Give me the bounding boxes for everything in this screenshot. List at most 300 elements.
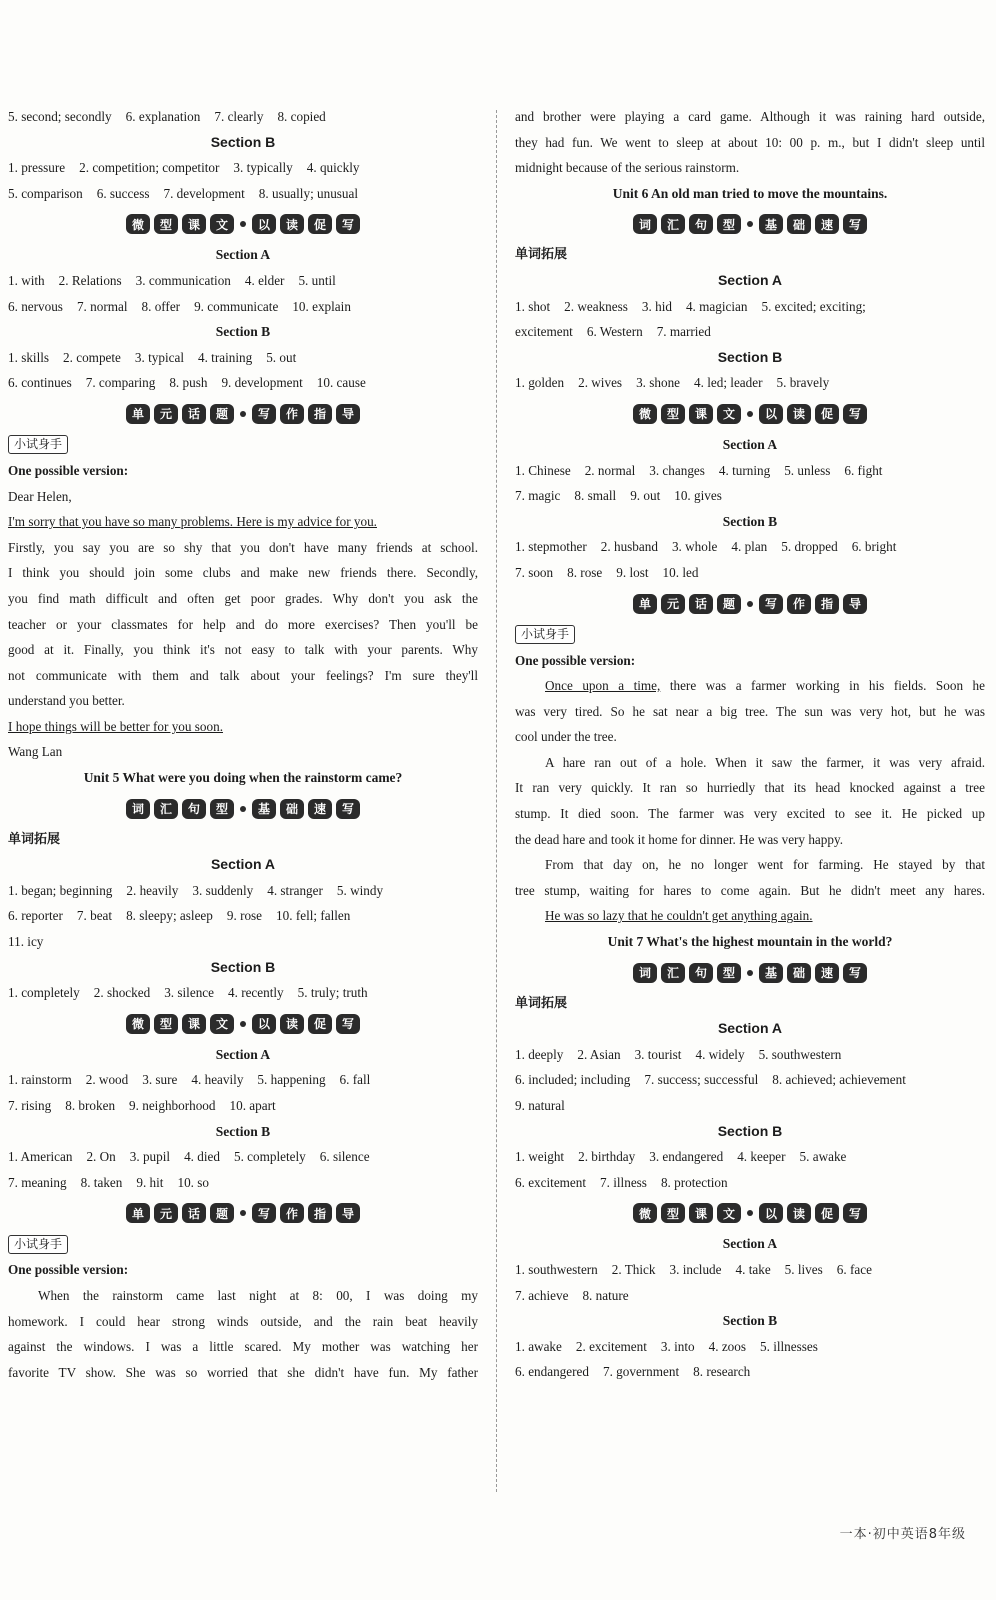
answer-item: 5. illnesses [760, 1338, 818, 1354]
banner-char: 促 [308, 214, 332, 234]
answer-item: 3. include [669, 1261, 722, 1277]
essay-line: He was so lazy that he couldn't get anything again. [545, 908, 813, 924]
banner-char: 作 [787, 594, 811, 614]
answer-item: 1. pressure [8, 160, 66, 176]
answer-item: 3. sure [142, 1072, 178, 1088]
banner-unit-writing [515, 586, 985, 622]
banner-dot [240, 1210, 246, 1216]
answer-row [8, 878, 478, 904]
banner-dot [747, 1210, 753, 1216]
letter-line: teacher or your classmates for help and do more exercises? Then you'll be [8, 616, 478, 632]
answer-item: 8. achieved; achievement [772, 1072, 906, 1088]
answer-item: 8. research [693, 1364, 751, 1380]
answer-item: 11. icy [8, 934, 44, 950]
answer-item: 8. taken [80, 1174, 123, 1190]
answer-item: 5. second; secondly [8, 109, 112, 124]
answer-item: 2. birthday [578, 1149, 636, 1165]
letter-line: Firstly, you say you are so shy that you don't have many friends at school. [8, 539, 478, 555]
answer-item: 6. endangered [515, 1364, 589, 1380]
answer-item: 5. bravely [776, 375, 830, 391]
section-title: Section A [717, 271, 783, 288]
banner-char: 础 [787, 963, 811, 983]
banner-micro-text [515, 1195, 985, 1231]
banner-dot [747, 970, 753, 976]
answer-row [515, 1144, 985, 1170]
answer-row [515, 534, 985, 560]
banner-char: 微 [126, 214, 150, 234]
answer-item: 5. dropped [781, 539, 838, 555]
essay-line: stump. It died soon. The farmer was very excited to see it. He picked up [515, 806, 985, 822]
banner-char: 础 [280, 799, 304, 819]
answer-item: 2. normal [584, 462, 636, 478]
vocab-label: 单词拓展 [8, 831, 61, 847]
essay-line: When the rainstorm came last night at 8: 00, I was doing my [38, 1287, 478, 1303]
answer-item: 6. Western [586, 324, 643, 340]
banner-vocab [515, 206, 985, 242]
answer-item: 5. comparison [8, 185, 83, 201]
answer-item: 6. explanation [125, 109, 201, 124]
answer-item: 2. Asian [577, 1046, 621, 1062]
answer-item: 8. protection [660, 1174, 728, 1190]
answer-row [515, 1067, 985, 1093]
letter-body [8, 484, 478, 766]
vocab-label: 单词拓展 [515, 995, 568, 1011]
banner-char: 型 [717, 963, 741, 983]
banner-char: 础 [787, 214, 811, 234]
banner-char: 读 [787, 404, 811, 424]
banner-char: 写 [336, 214, 360, 234]
section-title: Section B [215, 1123, 271, 1139]
answer-item: 4. training [197, 349, 253, 365]
letter-line: you find math difficult and often get poor grades. Why don't you ask the [8, 590, 478, 606]
banner-char: 文 [210, 1014, 234, 1034]
answer-item: 5. excited; exciting; [761, 298, 866, 314]
letter-line: Wang Lan [8, 744, 63, 760]
banner-char: 元 [154, 404, 178, 424]
answer-item: 5. until [298, 272, 336, 288]
section-title: Section B [722, 513, 778, 529]
banner-char: 写 [843, 404, 867, 424]
vocab-label: 单词拓展 [515, 247, 568, 263]
banner-char: 汇 [661, 963, 685, 983]
left-column [8, 104, 478, 1385]
answer-item: 3. suddenly [192, 882, 254, 898]
answer-row [8, 1144, 478, 1170]
answer-item: 5. windy [336, 882, 384, 898]
answer-item: 4. keeper [737, 1149, 786, 1165]
banner-char: 型 [154, 214, 178, 234]
banner-char: 以 [759, 1203, 783, 1223]
section-title: Section B [722, 1313, 778, 1329]
banner-dot [747, 411, 753, 417]
answer-item: 3. shone [636, 375, 681, 391]
answer-item: 2. weakness [564, 298, 628, 314]
banner-char: 话 [689, 594, 713, 614]
practice-tag: 小试身手 [515, 625, 575, 644]
banner-char: 读 [787, 1203, 811, 1223]
answer-item: 8. nature [582, 1287, 629, 1303]
banner-char: 写 [252, 404, 276, 424]
section-title: Section A [210, 856, 276, 873]
banner-char: 型 [717, 214, 741, 234]
answer-item: 10. apart [229, 1098, 276, 1113]
answer-item: 8. sleepy; asleep [126, 908, 213, 924]
essay-line: and brother were playing a card game. Although it was raining hard outside, [515, 109, 985, 124]
banner-dot [240, 1021, 246, 1027]
answer-item: 7. development [163, 185, 245, 201]
answer-item: 5. out [266, 349, 297, 365]
answer-item: 4. zoos [708, 1338, 746, 1354]
answer-item: 1. deeply [515, 1046, 564, 1062]
answer-item: 1. golden [515, 375, 565, 391]
section-title: Section B [717, 348, 783, 365]
answer-item: 1. with [8, 272, 45, 288]
banner-char: 汇 [154, 799, 178, 819]
answer-item: 9. neighborhood [129, 1098, 216, 1113]
answer-item: 5. awake [799, 1149, 847, 1165]
answer-row [8, 903, 478, 929]
column-divider [496, 110, 497, 1492]
practice-tag: 小试身手 [8, 435, 68, 454]
answer-item: 7. rising [8, 1098, 52, 1113]
banner-char: 微 [126, 1014, 150, 1034]
answer-item: 1. shot [515, 298, 551, 314]
answer-item: 3. silence [164, 985, 214, 1001]
letter-line: understand you better. [8, 693, 125, 709]
banner-char: 指 [308, 1203, 332, 1223]
answer-item: 7. magic [515, 488, 561, 504]
answer-item: 7. government [602, 1364, 680, 1380]
essay-line: against the windows. I was a little scared. My mother was watching her [8, 1339, 478, 1355]
banner-char: 元 [154, 1203, 178, 1223]
answer-item: 7. meaning [8, 1174, 67, 1190]
answer-item: 10. explain [292, 298, 351, 314]
answer-item: 9. lost [616, 564, 649, 580]
banner-char: 文 [717, 404, 741, 424]
answer-item: 1. American [8, 1149, 73, 1165]
banner-dot [240, 806, 246, 812]
banner-char: 作 [280, 404, 304, 424]
answer-row [8, 294, 478, 320]
answer-row [515, 560, 985, 586]
answer-item: 4. recently [228, 985, 284, 1001]
answer-item: 5. happening [257, 1072, 326, 1088]
answer-item: 7. clearly [214, 109, 264, 124]
answer-item: 3. communication [135, 272, 231, 288]
banner-char: 写 [843, 963, 867, 983]
banner-char: 写 [843, 214, 867, 234]
essay-line: favorite TV show. She was so worried that she didn't have fun. My father [8, 1364, 478, 1380]
banner-char: 写 [252, 1203, 276, 1223]
banner-char: 元 [661, 594, 685, 614]
answer-item: 5. truly; truth [297, 985, 368, 1001]
answer-item: 1. began; beginning [8, 882, 113, 898]
answer-item: 4. take [735, 1261, 771, 1277]
banner-char: 单 [126, 1203, 150, 1223]
banner-char: 题 [210, 404, 234, 424]
answer-row [515, 370, 985, 396]
banner-dot [747, 601, 753, 607]
letter-line: I'm sorry that you have so many problems. Here is my advice for you. [8, 514, 377, 530]
answer-item: 8. broken [65, 1098, 116, 1113]
banner-char: 文 [210, 214, 234, 234]
answer-item: 9. development [221, 375, 303, 391]
answer-row [515, 1093, 985, 1119]
essay-line: From that day on, he no longer went for farming. He stayed by that [545, 857, 985, 873]
answer-item: 9. out [630, 488, 661, 504]
essay-line: Once upon a time, there was a farmer working in his fields. Soon he [545, 678, 985, 694]
answer-item: 1. Chinese [515, 462, 571, 478]
answer-item: 1. southwestern [515, 1261, 598, 1277]
banner-char: 基 [759, 963, 783, 983]
answer-item: 2. husband [600, 539, 658, 555]
banner-micro-text [515, 396, 985, 432]
banner-char: 句 [689, 963, 713, 983]
answer-item: 6. fight [844, 462, 883, 478]
answer-item: 1. completely [8, 985, 80, 1001]
answer-item: 1. skills [8, 349, 50, 365]
answer-item: 9. natural [515, 1098, 565, 1113]
version-label: One possible version: [515, 652, 636, 668]
answer-item: 3. changes [649, 462, 705, 478]
answer-item: 3. tourist [634, 1046, 682, 1062]
section-title: Section A [722, 436, 778, 452]
letter-line: good at it. Finally, you think it's not easy to talk with your parents. Why [8, 642, 478, 658]
answer-item: 3. into [660, 1338, 695, 1354]
banner-char: 话 [182, 404, 206, 424]
banner-char: 词 [633, 214, 657, 234]
banner-char: 速 [308, 799, 332, 819]
essay-line: A hare ran out of a hole. When it saw the farmer, it was very afraid. [545, 754, 985, 770]
banner-char: 句 [182, 799, 206, 819]
answer-item: 4. died [184, 1149, 220, 1165]
answer-item: 6. reporter [8, 908, 63, 924]
answer-item: 2. Relations [58, 272, 122, 288]
answer-item: 2. wives [578, 375, 623, 391]
banner-char: 单 [633, 594, 657, 614]
answer-item: 6. silence [319, 1149, 370, 1165]
answer-item: 6. success [96, 185, 150, 201]
banner-char: 基 [252, 799, 276, 819]
answer-row [8, 1067, 478, 1093]
letter-line: Dear Helen, [8, 488, 72, 504]
answer-row [515, 483, 985, 509]
banner-char: 写 [843, 1203, 867, 1223]
section-title: Section B [210, 958, 276, 975]
answer-item: 2. Thick [611, 1261, 656, 1277]
answer-row [515, 1283, 985, 1309]
essay-line: they had fun. We went to sleep at about 10: 00 p. m., but I didn't sleep until [515, 134, 985, 150]
answer-item: 3. endangered [649, 1149, 724, 1165]
section-title: Section A [215, 247, 271, 263]
answer-item: 6. nervous [8, 298, 63, 314]
banner-char: 词 [633, 963, 657, 983]
letter-line: I hope things will be better for you soon. [8, 718, 223, 734]
answer-item: 2. On [86, 1149, 116, 1165]
essay-body [8, 1283, 478, 1385]
section-title: Section B [717, 1122, 783, 1139]
answer-item: 5. completely [233, 1149, 306, 1165]
section-title: Section A [215, 1046, 271, 1062]
answer-item: 5. unless [784, 462, 831, 478]
banner-char: 汇 [661, 214, 685, 234]
banner-vocab [8, 791, 478, 827]
answer-item: 4. magician [685, 298, 748, 314]
answer-item: 7. illness [600, 1174, 647, 1190]
answer-row [8, 929, 478, 955]
answer-item: 5. lives [784, 1261, 823, 1277]
answer-item: 9. communicate [194, 298, 279, 314]
banner-char: 课 [182, 1014, 206, 1034]
banner-char: 速 [815, 214, 839, 234]
essay-line: midnight because of the serious rainstorm. [515, 160, 740, 176]
answer-item: 8. rose [567, 564, 603, 580]
answer-item: 2. compete [63, 349, 121, 365]
essay-line: homework. I could hear strong winds outside, and the rain beat heavily [8, 1313, 478, 1329]
banner-char: 型 [661, 404, 685, 424]
answer-item: 7. comparing [85, 375, 156, 391]
answer-item: 4. heavily [191, 1072, 244, 1088]
answer-item: 6. face [836, 1261, 872, 1277]
banner-unit-writing [8, 396, 478, 432]
banner-char: 导 [843, 594, 867, 614]
answer-item: 8. offer [141, 298, 181, 314]
answer-item: 7. beat [76, 908, 113, 924]
banner-char: 写 [336, 799, 360, 819]
answer-row [8, 370, 478, 396]
answer-item: 6. included; including [515, 1072, 631, 1088]
answer-item: 7. success; successful [644, 1072, 759, 1088]
answer-item: 7. married [656, 324, 711, 340]
banner-char: 课 [689, 1203, 713, 1223]
banner-char: 微 [633, 404, 657, 424]
answer-item: 9. rose [226, 908, 263, 924]
answer-row [515, 294, 985, 320]
answer-item: 10. fell; fallen [276, 908, 351, 924]
section-title: Section A [722, 1236, 778, 1252]
essay-line: cool under the tree. [515, 729, 617, 745]
answer-item: excitement [515, 324, 573, 340]
banner-char: 促 [308, 1014, 332, 1034]
banner-unit-writing [8, 1195, 478, 1231]
banner-char: 写 [336, 1014, 360, 1034]
answer-item: 10. cause [316, 375, 366, 391]
answer-item: 6. fall [339, 1072, 371, 1088]
answer-item: 7. normal [76, 298, 128, 314]
essay-line: was very tired. So he sat near a big tree. The sun was very hot, but he was [515, 703, 985, 719]
answer-row [8, 268, 478, 294]
banner-char: 导 [336, 1203, 360, 1223]
answer-row [515, 1334, 985, 1360]
answer-item: 2. wood [85, 1072, 129, 1088]
banner-char: 读 [280, 214, 304, 234]
answer-row [515, 458, 985, 484]
answer-item: 1. stepmother [515, 539, 587, 555]
answer-row [515, 1042, 985, 1068]
practice-tag: 小试身手 [8, 1235, 68, 1254]
banner-char: 课 [182, 214, 206, 234]
banner-char: 题 [210, 1203, 234, 1223]
answer-item: 3. typical [134, 349, 184, 365]
banner-char: 型 [661, 1203, 685, 1223]
banner-dot [240, 221, 246, 227]
answer-item: 4. plan [731, 539, 768, 555]
essay-line: It ran very quickly. It ran so hurriedly that its head knocked against a tree [515, 780, 985, 796]
answer-item: 7. achieve [515, 1287, 569, 1303]
letter-line: not communicate with them and talk about your feelings? I'm sure they'll [8, 667, 478, 683]
answer-item: 3. typically [233, 160, 293, 176]
answer-item: 6. excitement [515, 1174, 587, 1190]
answer-item: 3. whole [671, 539, 718, 555]
page-footer: 一本·初中英语8年级 [839, 1527, 966, 1542]
unit-title: Unit 6 An old man tried to move the mountains. [612, 185, 888, 201]
answer-item: 4. quickly [306, 160, 360, 176]
answer-row [8, 1170, 478, 1196]
answer-item: 4. turning [718, 462, 771, 478]
answer-row [8, 155, 478, 181]
letter-line: I think you should join some clubs and make new friends there. Secondly, [8, 565, 478, 581]
answer-row [515, 1257, 985, 1283]
banner-char: 型 [154, 1014, 178, 1034]
answer-item: 4. widely [695, 1046, 745, 1062]
banner-char: 题 [717, 594, 741, 614]
answer-item: 6. continues [8, 375, 72, 391]
answer-row [8, 181, 478, 207]
banner-char: 指 [308, 404, 332, 424]
answer-item: 8. copied [277, 109, 326, 124]
answer-item: 2. competition; competitor [79, 160, 220, 176]
banner-char: 导 [336, 404, 360, 424]
banner-char: 读 [280, 1014, 304, 1034]
answer-row [515, 1359, 985, 1385]
banner-vocab [515, 955, 985, 991]
banner-char: 话 [182, 1203, 206, 1223]
banner-micro-text [8, 206, 478, 242]
unit-title: Unit 5 What were you doing when the rainstorm came? [83, 770, 403, 786]
banner-char: 促 [815, 1203, 839, 1223]
banner-char: 句 [689, 214, 713, 234]
banner-char: 以 [252, 1014, 276, 1034]
answer-item: 1. rainstorm [8, 1072, 72, 1088]
answer-row [8, 345, 478, 371]
banner-char: 词 [126, 799, 150, 819]
answer-item: 2. shocked [93, 985, 151, 1001]
banner-char: 指 [815, 594, 839, 614]
answer-row [8, 104, 478, 130]
banner-char: 作 [280, 1203, 304, 1223]
banner-char: 促 [815, 404, 839, 424]
answer-item: 4. stranger [267, 882, 323, 898]
banner-dot [747, 221, 753, 227]
answer-row [515, 319, 985, 345]
banner-dot [240, 411, 246, 417]
version-label: One possible version: [8, 1262, 129, 1278]
answer-item: 4. led; leader [694, 375, 763, 391]
answer-row [8, 980, 478, 1006]
right-column [515, 104, 985, 1385]
answer-item: 3. hid [641, 298, 672, 314]
banner-char: 以 [252, 214, 276, 234]
essay-line: the dead hare and took it home for dinner. He was very happy. [515, 831, 843, 847]
answer-item: 5. southwestern [758, 1046, 842, 1062]
answer-item: 6. bright [851, 539, 897, 555]
answer-item: 10. led [662, 564, 699, 580]
banner-char: 基 [759, 214, 783, 234]
banner-char: 课 [689, 404, 713, 424]
story-opening: Once upon a time, [545, 678, 661, 694]
answer-item: 2. excitement [575, 1338, 647, 1354]
version-label: One possible version: [8, 462, 129, 478]
